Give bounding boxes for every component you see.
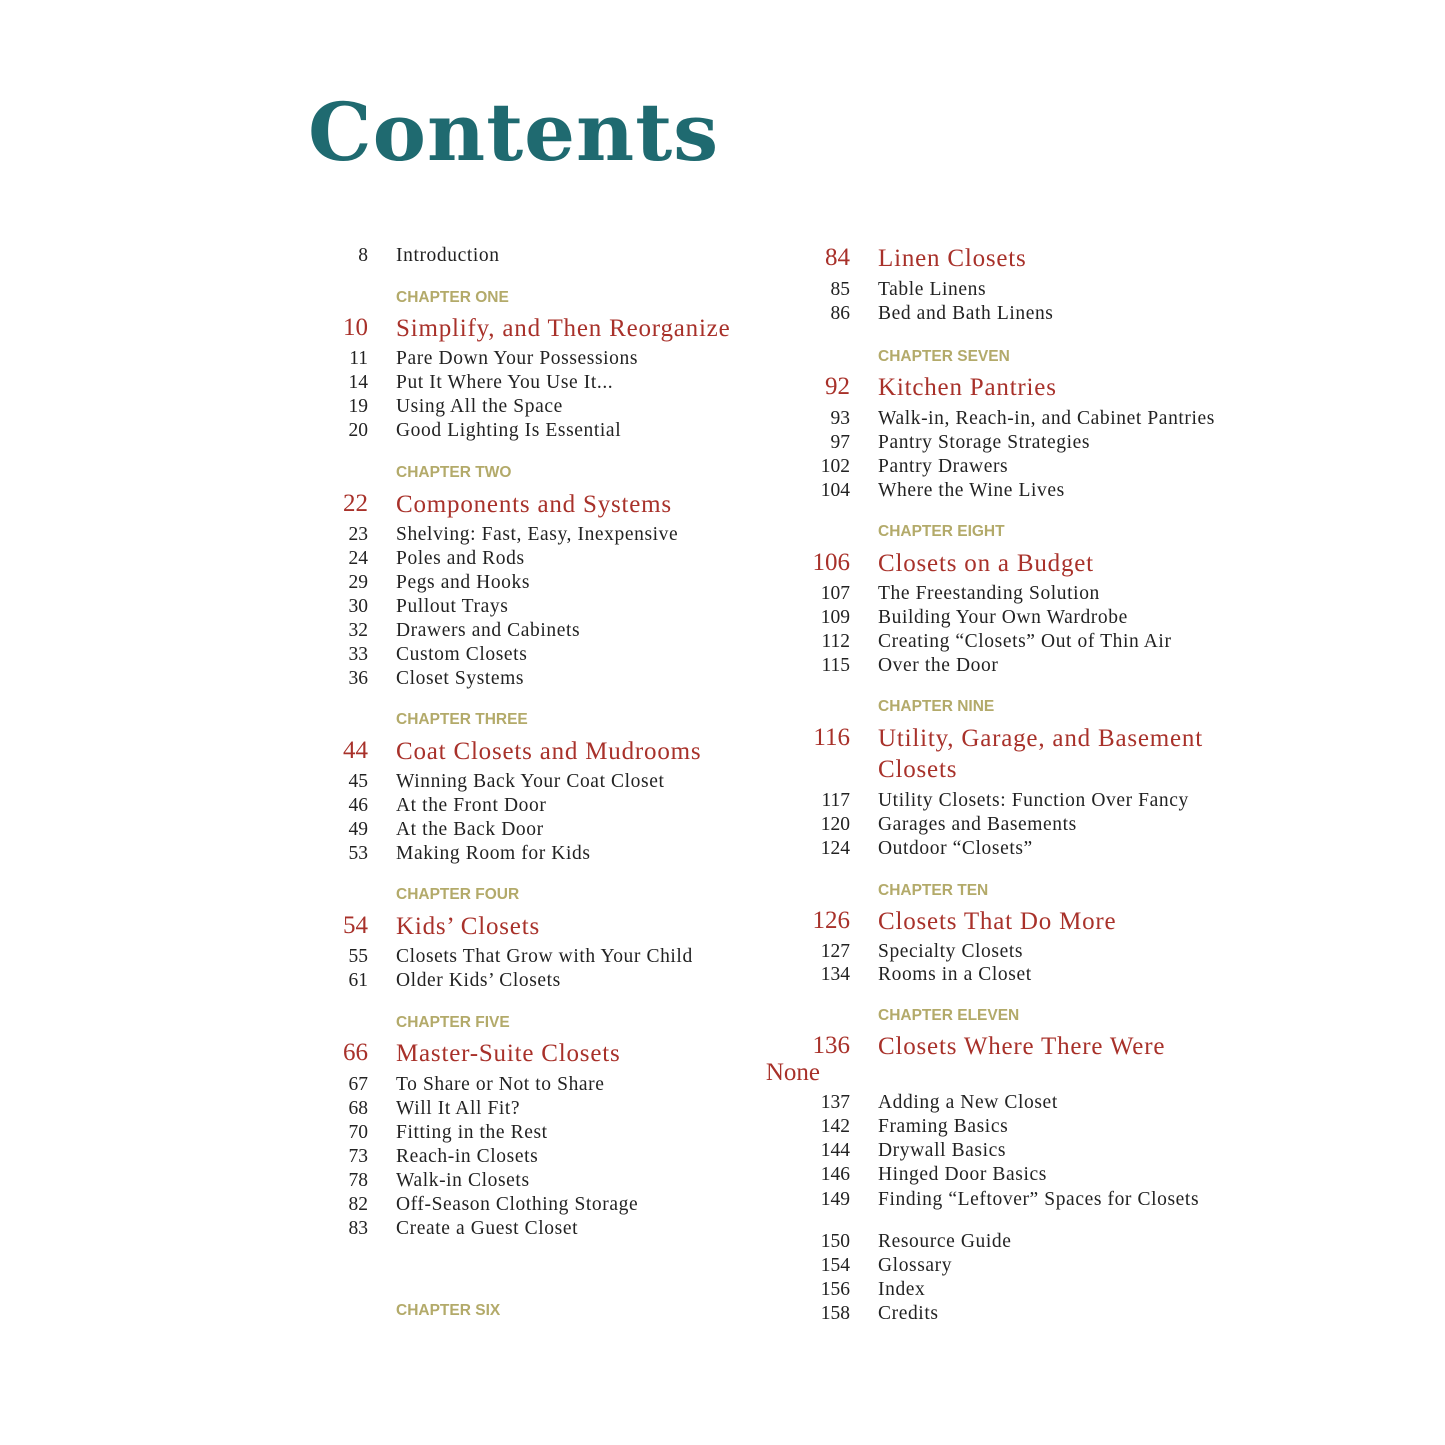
entry-title: Specialty Closets <box>878 941 1024 962</box>
entry-page-number: 120 <box>820 814 850 835</box>
entry-page-number: 53 <box>348 843 368 864</box>
chapter-label: CHAPTER TWO <box>396 464 512 481</box>
entry-page-number: 150 <box>820 1231 850 1252</box>
entry-title: Index <box>878 1279 926 1300</box>
entry-title: Hinged Door Basics <box>878 1164 1047 1185</box>
entry-page-number: 137 <box>820 1092 850 1113</box>
chapter-title: Kids’ Closets <box>396 913 540 940</box>
entry-page-number: 104 <box>820 480 850 501</box>
entry-page-number: 19 <box>348 396 368 417</box>
chapter-label: CHAPTER EIGHT <box>878 523 1005 540</box>
chapter-page-number: 84 <box>825 244 850 271</box>
entry-page-number: 46 <box>348 795 368 816</box>
entry-page-number: 149 <box>820 1189 850 1210</box>
chapter-title: Master-Suite Closets <box>396 1040 621 1067</box>
chapter-label: CHAPTER FIVE <box>396 1014 510 1031</box>
entry-title: Utility Closets: Function Over Fancy <box>878 790 1189 811</box>
entry-title: Rooms in a Closet <box>878 964 1032 985</box>
entry-title: Closets That Grow with Your Child <box>396 946 693 967</box>
chapter-title: Closets Where There Were <box>878 1033 1166 1060</box>
entry-page-number: 86 <box>830 303 850 324</box>
entry-title: Will It All Fit? <box>396 1098 521 1119</box>
entry-page-number: 134 <box>820 964 850 985</box>
chapter-page-number: 22 <box>343 490 368 517</box>
entry-page-number: 83 <box>348 1218 368 1239</box>
entry-title: To Share or Not to Share <box>396 1074 605 1095</box>
entry-title: Garages and Basements <box>878 814 1077 835</box>
entry-page-number: 30 <box>348 596 368 617</box>
chapter-label: CHAPTER ELEVEN <box>878 1007 1020 1024</box>
entry-title: Building Your Own Wardrobe <box>878 607 1128 628</box>
entry-page-number: 11 <box>349 348 368 369</box>
entry-title: Using All the Space <box>396 396 563 417</box>
entry-title: Off-Season Clothing Storage <box>396 1194 639 1215</box>
entry-page-number: 67 <box>348 1074 368 1095</box>
chapter-label: CHAPTER FOUR <box>396 886 520 903</box>
entry-page-number: 55 <box>348 946 368 967</box>
entry-title: The Freestanding Solution <box>878 583 1100 604</box>
chapter-label: CHAPTER SEVEN <box>878 348 1010 365</box>
entry-page-number: 112 <box>821 631 850 652</box>
entry-title: Where the Wine Lives <box>878 480 1065 501</box>
entry-page-number: 102 <box>820 456 850 477</box>
entry-page-number: 24 <box>348 548 368 569</box>
entry-title: Walk-in, Reach-in, and Cabinet Pantries <box>878 408 1215 429</box>
entry-title: Introduction <box>396 245 500 266</box>
entry-title: Over the Door <box>878 655 999 676</box>
chapter-page-number: 54 <box>343 912 368 939</box>
entry-title: Older Kids’ Closets <box>396 970 561 991</box>
page-title: Contents <box>308 85 720 179</box>
entry-title: Closet Systems <box>396 668 525 689</box>
entry-title: Bed and Bath Linens <box>878 303 1054 324</box>
entry-title: Making Room for Kids <box>396 843 591 864</box>
entry-page-number: 107 <box>820 583 850 604</box>
entry-page-number: 97 <box>830 432 850 453</box>
entry-page-number: 82 <box>348 1194 368 1215</box>
chapter-title-continued: Closets <box>878 756 958 783</box>
chapter-page-number-extra: None <box>765 1059 820 1086</box>
entry-title: Adding a New Closet <box>878 1092 1058 1113</box>
entry-page-number: 8 <box>358 245 368 266</box>
entry-title: Create a Guest Closet <box>396 1218 579 1239</box>
entry-title: Pantry Storage Strategies <box>878 432 1091 453</box>
entry-page-number: 33 <box>348 644 368 665</box>
entry-title: Poles and Rods <box>396 548 525 569</box>
entry-title: Pare Down Your Possessions <box>396 348 639 369</box>
entry-page-number: 70 <box>348 1122 368 1143</box>
chapter-title: Closets That Do More <box>878 908 1117 935</box>
entry-title: Walk-in Closets <box>396 1170 530 1191</box>
entry-page-number: 154 <box>820 1255 850 1276</box>
entry-page-number: 109 <box>820 607 850 628</box>
entry-title: Outdoor “Closets” <box>878 838 1033 859</box>
entry-title: Creating “Closets” Out of Thin Air <box>878 631 1172 652</box>
entry-page-number: 115 <box>821 655 850 676</box>
chapter-page-number: 10 <box>343 314 368 341</box>
entry-title: Resource Guide <box>878 1231 1012 1252</box>
chapter-page-number: 44 <box>343 737 368 764</box>
entry-title: Put It Where You Use It... <box>396 372 614 393</box>
entry-page-number: 20 <box>348 420 368 441</box>
entry-page-number: 61 <box>348 970 368 991</box>
entry-page-number: 85 <box>830 279 850 300</box>
entry-title: Pullout Trays <box>396 596 509 617</box>
entry-title: At the Front Door <box>396 795 547 816</box>
chapter-page-number: 92 <box>825 373 850 400</box>
chapter-label: CHAPTER SIX <box>396 1302 501 1319</box>
entry-page-number: 73 <box>348 1146 368 1167</box>
chapter-page-number: 136 <box>812 1032 850 1059</box>
entry-page-number: 117 <box>821 790 850 811</box>
entry-title: Reach-in Closets <box>396 1146 539 1167</box>
chapter-title: Closets on a Budget <box>878 550 1094 577</box>
entry-page-number: 142 <box>820 1116 850 1137</box>
entry-title: Framing Basics <box>878 1116 1009 1137</box>
entry-title: Credits <box>878 1303 939 1324</box>
chapter-page-number: 66 <box>343 1039 368 1066</box>
entry-page-number: 144 <box>820 1140 850 1161</box>
entry-title: Drywall Basics <box>878 1140 1007 1161</box>
chapter-label: CHAPTER ONE <box>396 289 509 306</box>
entry-title: Good Lighting Is Essential <box>396 420 622 441</box>
entry-title: Fitting in the Rest <box>396 1122 548 1143</box>
entry-page-number: 68 <box>348 1098 368 1119</box>
entry-page-number: 45 <box>348 771 368 792</box>
entry-title: At the Back Door <box>396 819 544 840</box>
chapter-page-number: 116 <box>813 724 850 751</box>
entry-page-number: 93 <box>830 408 850 429</box>
entry-page-number: 158 <box>820 1303 850 1324</box>
chapter-title: Linen Closets <box>878 245 1027 272</box>
entry-page-number: 36 <box>348 668 368 689</box>
entry-title: Pantry Drawers <box>878 456 1009 477</box>
chapter-label: CHAPTER THREE <box>396 711 528 728</box>
chapter-page-number: 126 <box>812 907 850 934</box>
chapter-title: Utility, Garage, and Basement <box>878 725 1203 752</box>
entry-title: Finding “Leftover” Spaces for Closets <box>878 1189 1200 1210</box>
entry-page-number: 32 <box>348 620 368 641</box>
entry-title: Winning Back Your Coat Closet <box>396 771 665 792</box>
entry-page-number: 49 <box>348 819 368 840</box>
chapter-page-number: 106 <box>812 549 850 576</box>
chapter-title: Kitchen Pantries <box>878 374 1057 401</box>
entry-page-number: 29 <box>348 572 368 593</box>
entry-page-number: 78 <box>348 1170 368 1191</box>
entry-title: Shelving: Fast, Easy, Inexpensive <box>396 524 679 545</box>
entry-title: Glossary <box>878 1255 953 1276</box>
entry-title: Drawers and Cabinets <box>396 620 581 641</box>
chapter-label: CHAPTER TEN <box>878 882 989 899</box>
chapter-title: Simplify, and Then Reorganize <box>396 315 731 342</box>
chapter-label: CHAPTER NINE <box>878 698 995 715</box>
entry-title: Pegs and Hooks <box>396 572 531 593</box>
entry-page-number: 156 <box>820 1279 850 1300</box>
entry-page-number: 146 <box>820 1164 850 1185</box>
chapter-title: Components and Systems <box>396 491 672 518</box>
chapter-title: Coat Closets and Mudrooms <box>396 738 702 765</box>
entry-page-number: 14 <box>348 372 368 393</box>
entry-page-number: 124 <box>820 838 850 859</box>
entry-title: Custom Closets <box>396 644 528 665</box>
entry-title: Table Linens <box>878 279 987 300</box>
entry-page-number: 23 <box>348 524 368 545</box>
entry-page-number: 127 <box>820 941 850 962</box>
